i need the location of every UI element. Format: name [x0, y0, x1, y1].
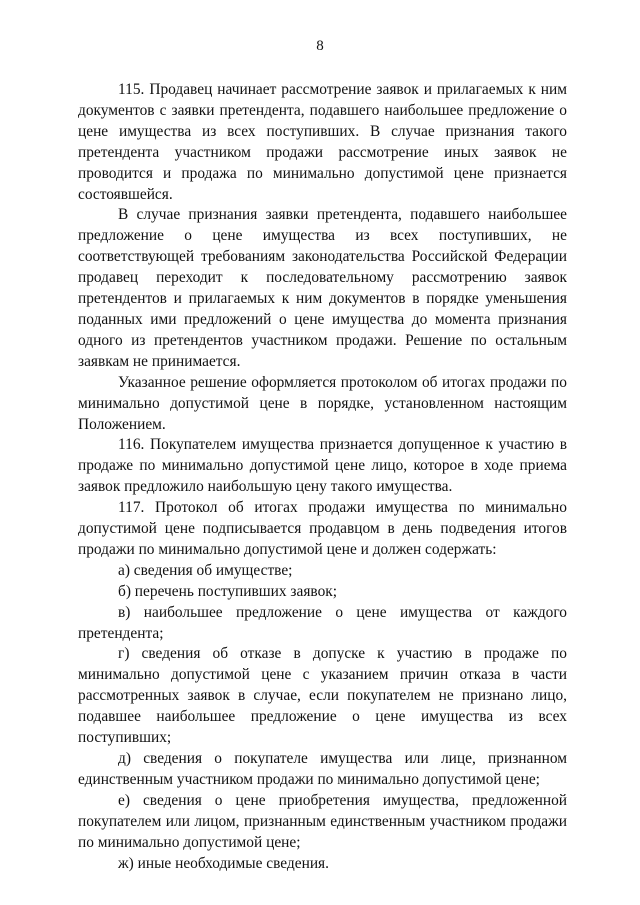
- page-number: 8: [316, 38, 324, 54]
- paragraph-116: 116. Покупателем имущества признается допущенное к участию в продаже по минимально допустимой цене лицо, которое в ходе приема заявок предложило наибольшую цену такого имущества.: [78, 436, 567, 496]
- paragraph-115-protocol: Указанное решение оформляется протоколом об итогах продажи по минимально допустимой цене в порядке, установленном настоящим Положением.: [78, 373, 567, 433]
- paragraph-117: 117. Протокол об итогах продажи имущества по минимально допустимой цене подписывается продавцом в день подведения итогов продажи по минимально допустимой цене и должен содержать:: [78, 499, 567, 558]
- list-item-zh: ж) иные необходимые сведения.: [118, 854, 329, 872]
- list-item-d: д) сведения о покупателе имущества или лице, признанном единственным участником продажи по минимально допустимой цене;: [78, 750, 567, 788]
- document-body: [78, 80, 567, 874]
- list-item-b: б) перечень поступивших заявок;: [118, 582, 338, 600]
- list-item-g: г) сведения об отказе в допуске к участию в продаже по минимально допустимой цене с указанием причин отказа в части рассмотренных заявок в случае, если покупателем не признано лицо, подавшее наибольшее предложение о цене имущества из всех поступивших;: [78, 645, 567, 747]
- paragraph-115-rejection: В случае признания заявки претендента, подавшего наибольшее предложение о цене имущества из всех поступивших, не соответствующей требованиям законодательства Российской Федерации продавец переходит к последовательному рассмотрению заявок претендентов и прилагаемых к ним документов в порядке уменьшения поданных ими предложений о цене имущества до момента признания одного из претендентов участником продажи. Решение по остальным заявкам не принимается.: [78, 206, 567, 370]
- paragraph-115: 115. Продавец начинает рассмотрение заявок и прилагаемых к ним документов с заявки претендента, подавшего наибольшее предложение о цене имущества из всех поступивших. В случае признания такого претендента участником продажи рассмотрение иных заявок не проводится и продажа по минимально допустимой цене признается состоявшейся.: [78, 81, 567, 203]
- list-item-e: е) сведения о цене приобретения имущества, предложенной покупателем или лицом, признанным единственным участником продажи по минимально допустимой цене;: [78, 791, 567, 851]
- list-item-v: в) наибольшее предложение о цене имущества от каждого претендента;: [78, 603, 567, 642]
- list-item-a: а) сведения об имуществе;: [118, 561, 293, 579]
